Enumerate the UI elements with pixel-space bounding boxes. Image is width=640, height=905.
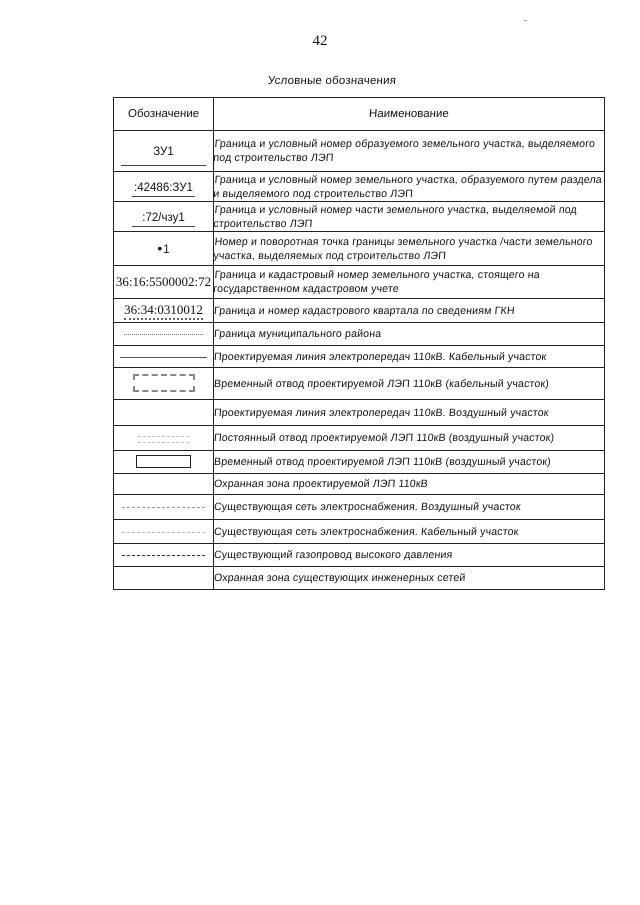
name-cell: Существующий газопровод высокого давления [214,544,605,567]
temporary-allotment-box [133,374,195,392]
name-cell: Постоянный отвод проектируемой ЛЭП 110кВ (воздушный участок) [214,426,605,451]
symbol-cell [114,400,214,426]
legend-row [114,474,605,495]
header-name: Наименование [214,98,605,131]
name-cell: Граница и условный номер части земельного участка, выделяемой под строительство ЛЭП [214,202,605,232]
legend-row [114,232,605,266]
municipal-boundary-line [124,334,203,335]
cadastral-number-symbol: 36:16:5500002:72 [115,274,212,289]
header-symbol: Обозначение [114,98,214,131]
boundary-line-symbol [121,165,206,166]
name-cell: Граница и условный номер земельного участка, образуемого путем раздела и выделяемого под строительство ЛЭП [214,172,605,202]
name-cell: Граница муниципального района [214,323,605,346]
symbol-cell [114,451,214,474]
name-cell: Существующая сеть электроснабжения. Кабельный участок [214,520,605,544]
legend-row [114,202,605,232]
name-cell: Граница и номер кадастрового квартала по сведениям ГКН [214,299,605,323]
legend-row [114,368,605,400]
symbol-cell [114,266,214,299]
symbol-cell [114,299,214,323]
name-cell: Существующая сеть электроснабжения. Воздушный участок [214,495,605,520]
scan-mark [524,20,527,21]
legend-table [113,97,605,590]
legend-row [114,299,605,323]
turning-point-symbol: • 1 [157,240,169,256]
boundary-line-symbol [132,196,195,197]
cadastral-quarter-symbol: 36:34:0310012 [124,302,203,320]
symbol-cell [114,544,214,567]
symbol-label: ЗУ1 [153,146,174,158]
legend-row [114,323,605,346]
legend-row [114,451,605,474]
name-cell: Граница и кадастровый номер земельного участка, стоящего на государственном кадастровом учете [214,266,605,299]
symbol-cell [114,474,214,495]
legend-header-row [114,98,605,131]
symbol-cell [114,520,214,544]
temporary-allotment-box [136,455,191,468]
legend-row [114,172,605,202]
name-cell: Охранная зона проектируемой ЛЭП 110кВ [214,474,605,495]
cable-network-line [122,532,205,533]
name-cell: Номер и поворотная точка границы земельного участка /части земельного участка, выделяемых под строительство ЛЭП [214,232,605,266]
symbol-cell [114,323,214,346]
symbol-cell [114,567,214,590]
name-cell: Временный отвод проектируемой ЛЭП 110кВ (кабельный участок) [214,368,605,400]
legend-row [114,567,605,590]
boundary-line-symbol [132,226,195,227]
permanent-allotment-line [138,442,189,443]
page-number: 42 [312,33,328,49]
symbol-cell [114,172,214,202]
symbol-cell [114,202,214,232]
legend-row [114,266,605,299]
overhead-network-line [122,507,205,508]
symbol-cell [114,131,214,172]
cable-line [120,357,207,358]
legend-caption: Условные обозначения [267,75,397,87]
symbol-label: :42486:ЗУ1 [134,181,193,194]
gas-pipeline-line [122,555,205,556]
legend-row [114,520,605,544]
symbol-cell [114,495,214,520]
legend-row [114,346,605,368]
symbol-cell [114,426,214,451]
legend-row [114,400,605,426]
permanent-allotment-line [138,436,189,437]
symbol-cell [114,346,214,368]
name-cell: Охранная зона существующих инженерных сетей [214,567,605,590]
symbol-cell [114,368,214,400]
name-cell: Проектируемая линия электропередач 110кВ. Воздушный участок [214,400,605,426]
legend-row [114,544,605,567]
legend-row [114,131,605,172]
name-cell: Граница и условный номер образуемого земельного участка, выделяемого под строительство ЛЭП [214,131,605,172]
name-cell: Временный отвод проектируемой ЛЭП 110кВ (воздушный участок) [214,451,605,474]
symbol-label: :72/чзу1 [142,211,185,224]
symbol-cell [114,232,214,266]
legend-row [114,426,605,451]
name-cell: Проектируемая линия электропередач 110кВ. Кабельный участок [214,346,605,368]
legend-row [114,495,605,520]
